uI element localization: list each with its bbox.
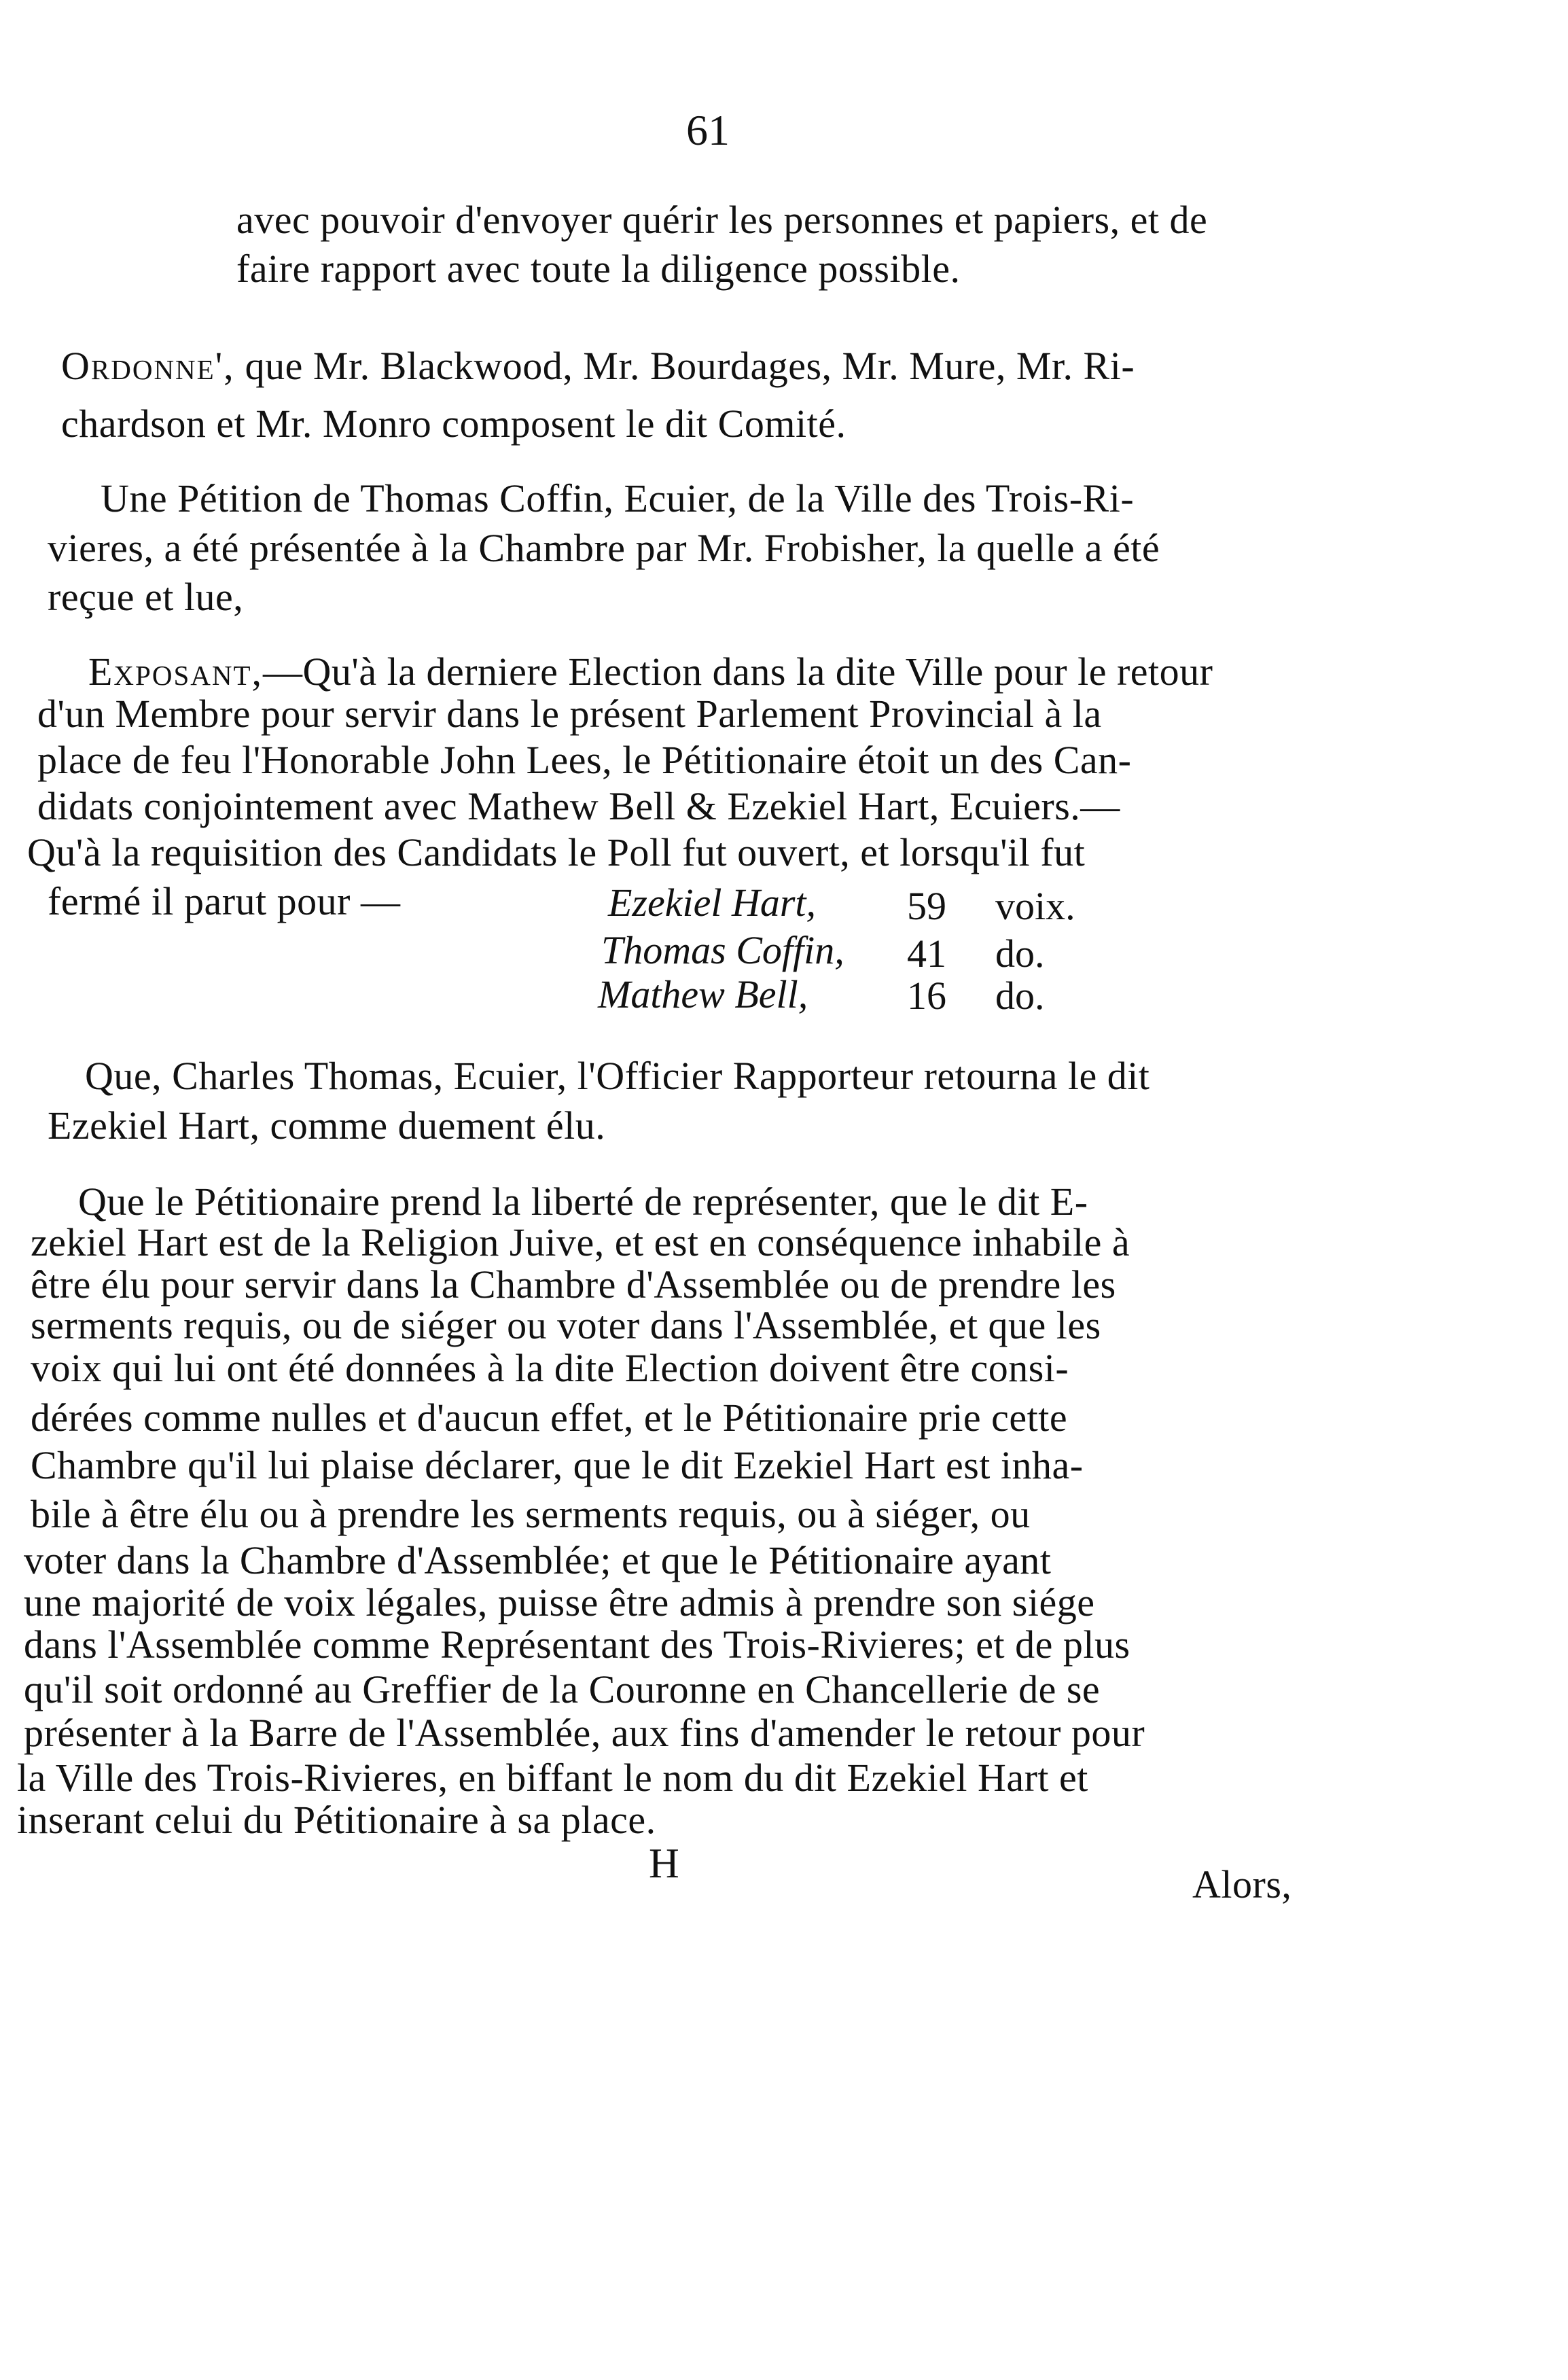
text-line-rest: —Qu'à la derniere Election dans la dite Ville pour le retour xyxy=(263,650,1213,694)
text-line: avec pouvoir d'envoyer quérir les personnes et papiers, et de xyxy=(236,198,1208,242)
vote-count: 41 xyxy=(907,931,946,976)
text-line: voix qui lui ont été données à la dite Election doivent être consi- xyxy=(31,1346,1069,1390)
vote-unit: do. xyxy=(995,974,1045,1018)
text-line-rest: que Mr. Blackwood, Mr. Bourdages, Mr. Mure, Mr. Ri- xyxy=(245,344,1135,388)
text-line: Ezekiel Hart, comme duement élu. xyxy=(48,1103,606,1148)
signature-mark: H xyxy=(649,1841,680,1887)
text-line: fermé il parut pour — xyxy=(48,879,401,923)
text-line: bile à être élu ou à prendre les serments requis, ou à siéger, ou xyxy=(31,1492,1031,1536)
text-line: être élu pour servir dans la Chambre d'Assemblée ou de prendre les xyxy=(31,1262,1116,1307)
text-line: chardson et Mr. Monro composent le dit Comité. xyxy=(61,402,847,446)
text-line xyxy=(61,344,1135,388)
text-line: Qu'à la requisition des Candidats le Poll fut ouvert, et lorsqu'il fut xyxy=(27,830,1086,874)
text-line: zekiel Hart est de la Religion Juive, et est en conséquence inhabile à xyxy=(31,1220,1130,1264)
text-line: présenter à la Barre de l'Assemblée, aux fins d'amender le retour pour xyxy=(24,1711,1145,1755)
candidate-name: Ezekiel Hart, xyxy=(608,881,817,925)
vote-count: 59 xyxy=(907,884,946,928)
vote-unit: do. xyxy=(995,931,1045,976)
text-line: une majorité de voix légales, puisse être admis à prendre son siége xyxy=(24,1580,1095,1624)
text-line: serments requis, ou de siéger ou voter dans l'Assemblée, et que les xyxy=(31,1303,1101,1347)
text-line: Une Pétition de Thomas Coffin, Ecuier, de la Ville des Trois-Ri- xyxy=(101,476,1135,520)
text-line: dans l'Assemblée comme Représentant des Trois-Rivieres; et de plus xyxy=(24,1622,1130,1667)
page-number: 61 xyxy=(686,106,730,154)
candidate-name: Mathew Bell, xyxy=(598,972,808,1016)
text-line: Chambre qu'il lui plaise déclarer, que le dit Ezekiel Hart est inha- xyxy=(31,1443,1084,1487)
text-line: inserant celui du Pétitionaire à sa place. xyxy=(17,1798,656,1842)
paragraph-lead: Exposant, xyxy=(88,650,264,694)
text-line: Que, Charles Thomas, Ecuier, l'Officier Rapporteur retourna le dit xyxy=(85,1054,1150,1098)
text-line: faire rapport avec toute la diligence possible. xyxy=(236,247,961,291)
text-line: vieres, a été présentée à la Chambre par Mr. Frobisher, la quelle a été xyxy=(48,526,1160,570)
text-line: dérées comme nulles et d'aucun effet, et le Pétitionaire prie cette xyxy=(31,1396,1068,1440)
text-line: didats conjointement avec Mathew Bell & Ezekiel Hart, Ecuiers.— xyxy=(37,784,1120,828)
text-line: reçue et lue, xyxy=(48,575,244,619)
text-line: d'un Membre pour servir dans le présent Parlement Provincial à la xyxy=(37,692,1102,736)
text-line: place de feu l'Honorable John Lees, le Pétitionaire étoit un des Can- xyxy=(37,738,1132,782)
text-line: qu'il soit ordonné au Greffier de la Couronne en Chancellerie de se xyxy=(24,1667,1101,1711)
vote-count: 16 xyxy=(907,974,946,1018)
text-line: voter dans la Chambre d'Assemblée; et que le Pétitionaire ayant xyxy=(24,1538,1052,1582)
candidate-name: Thomas Coffin, xyxy=(601,928,844,972)
vote-unit: voix. xyxy=(995,884,1075,928)
text-line: la Ville des Trois-Rivieres, en biffant le nom du dit Ezekiel Hart et xyxy=(17,1756,1088,1800)
catchword: Alors, xyxy=(1192,1862,1292,1906)
paragraph-lead: Ordonne', xyxy=(61,344,235,388)
text-line xyxy=(88,652,1213,692)
text-line: Que le Pétitionaire prend la liberté de représenter, que le dit E- xyxy=(78,1179,1088,1224)
